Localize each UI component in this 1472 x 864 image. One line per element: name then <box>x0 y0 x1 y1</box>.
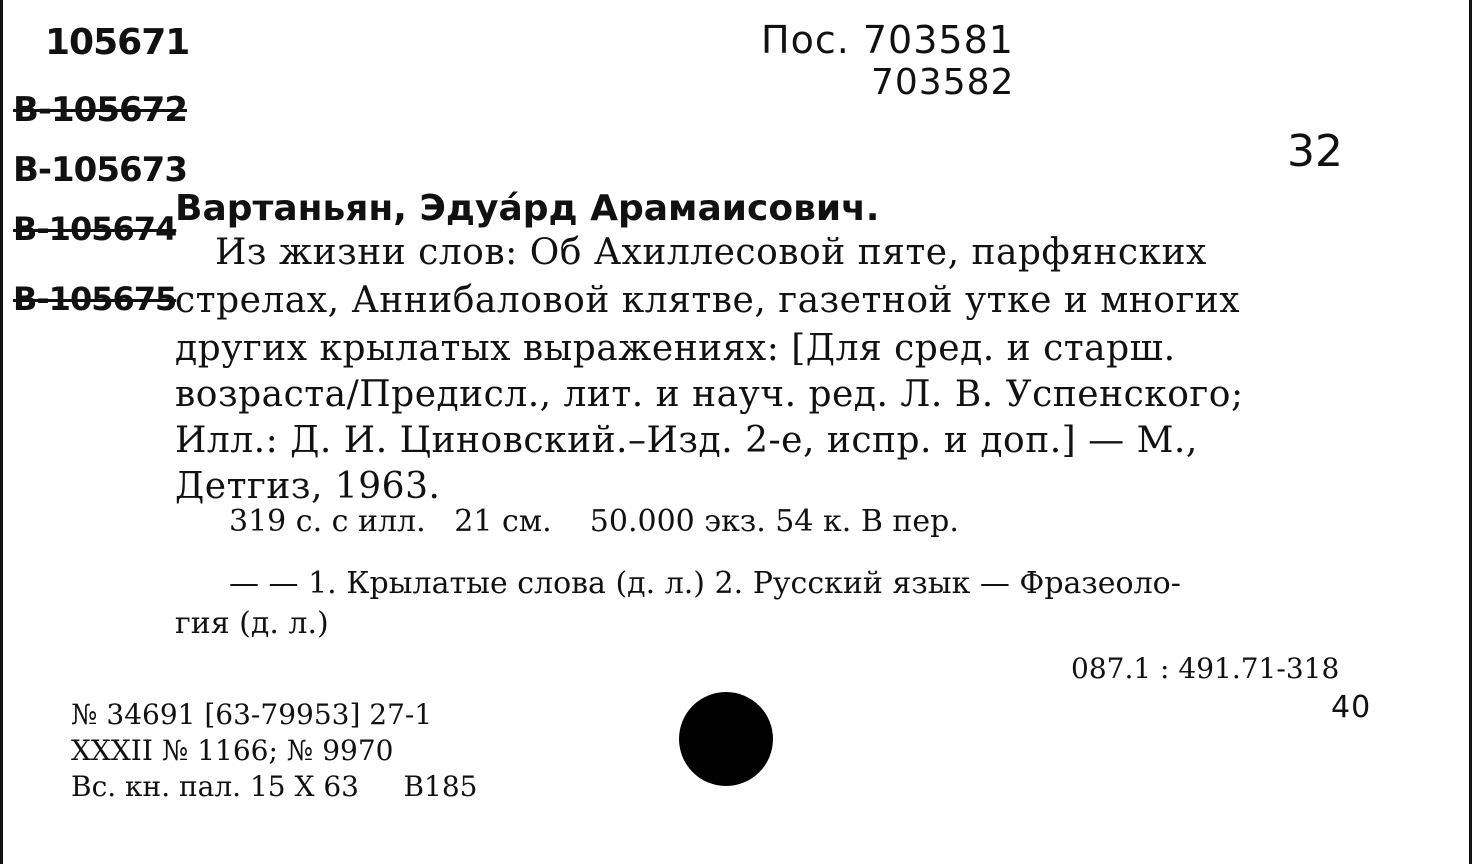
physical-description: 319 с. с илл. 21 см. 50.000 экз. 54 к. В пер. <box>229 504 959 539</box>
author-heading: Вартаньян, Эдуа́рд Арамаисович. <box>175 188 880 229</box>
description-line-4: возраста/Предисл., лит. и науч. ред. Л. В. Успенского; <box>175 374 1244 415</box>
bottom-line-3: Вс. кн. пал. 15 X 63 В185 <box>71 770 478 803</box>
accession-number-1: 105671 <box>45 22 190 63</box>
card-number: 32 <box>1287 126 1343 177</box>
accession-number-3: В-105673 <box>13 150 187 190</box>
description-line-1: Из жизни слов: Об Ахиллесовой пяте, парфянских <box>215 232 1207 273</box>
card-punch-hole <box>679 692 773 786</box>
bottom-line-1: № 34691 [63-79953] 27-1 <box>71 698 433 731</box>
handwritten-pos-line-2: 703582 <box>871 62 1015 103</box>
corner-handwritten-mark: 40 <box>1331 690 1372 725</box>
subjects-line-2: гия (д. л.) <box>175 606 329 641</box>
accession-number-4: В-105674 <box>13 210 177 248</box>
description-line-2: стрелах, Аннибаловой клятве, газетной утке и многих <box>175 280 1241 321</box>
accession-number-2: В-105672 <box>13 90 187 130</box>
bottom-line-2: XXXII № 1166; № 9970 <box>71 734 394 767</box>
description-line-5: Илл.: Д. И. Циновский.–Изд. 2-е, испр. и доп.] — М., <box>175 420 1198 461</box>
accession-number-5: В-105675 <box>13 280 177 318</box>
subjects-line-1: — — 1. Крылатые слова (д. л.) 2. Русский язык — Фразеоло- <box>229 566 1181 601</box>
classification-code: 087.1 : 491.71-318 <box>1071 652 1340 685</box>
description-line-6: Детгиз, 1963. <box>175 466 441 507</box>
handwritten-pos-line-1: Пос. 703581 <box>761 18 1014 62</box>
description-line-3: других крылатых выражениях: [Для сред. и старш. <box>175 328 1176 369</box>
